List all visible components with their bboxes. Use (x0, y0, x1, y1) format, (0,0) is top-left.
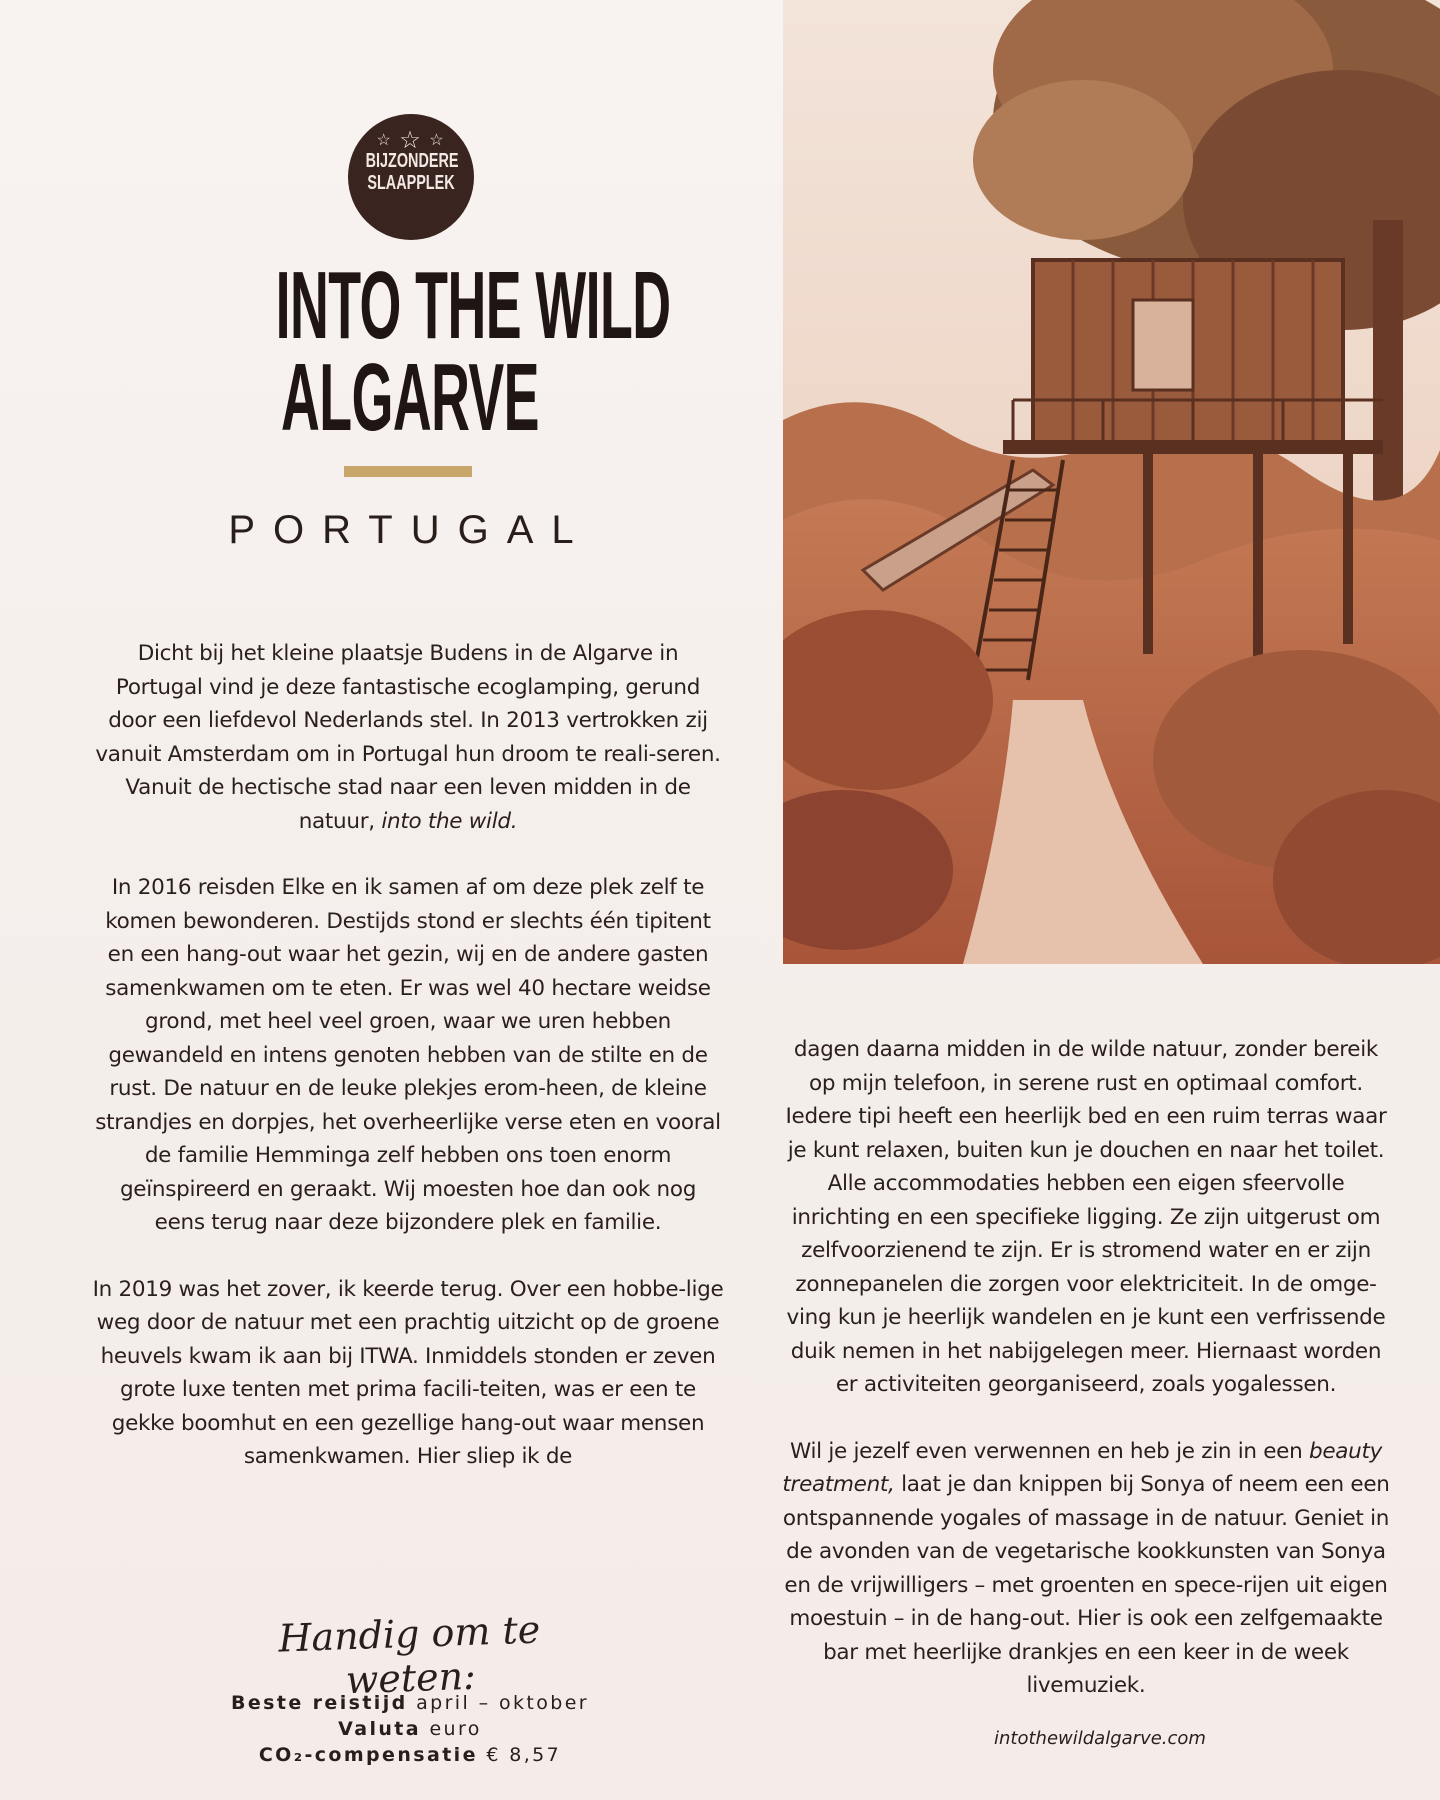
accent-rule (344, 466, 472, 477)
special-sleep-badge (348, 114, 474, 240)
paragraph: Wil je jezelf even verwennen en heb je zin in een beauty treatment, laat je dan knippen bij Sonya of neem een een ontspannende yogales of massage in de natuur. Geniet in de avonden van de vegetarische kookkunsten van Sonya en de vrijwilligers – met groenten en spece-rijen uit eigen moestuin – in de hang-out. Hier is ook een zelfgemaakte bar met heerlijke drankjes en een keer in de week livemuziek. (782, 1438, 1390, 1698)
country-label: PORTUGAL (228, 508, 592, 552)
paragraph: In 2016 reisden Elke en ik samen af om deze plek zelf te komen bewonderen. Destijds stond er slechts één tipitent en een hang-out waar het gezin, wij en de andere gasten samenkwamen om te eten. Er was wel 40 hectare weidse grond, met heel veel groen, waar we uren hebben gewandeld en intens genoten hebben van de stilte en de rust. De natuur en de leuke plekjes erom-heen, de kleine strandjes en dorpjes, het overheerlijke verse eten en vooral de familie Hemminga zelf hebben ons toen enorm geïnspireerd en geraakt. Wij moesten hoe dan ook nog eens terug naar deze bijzondere plek en familie. (95, 875, 721, 1235)
article-title (275, 252, 671, 451)
paragraph: Dicht bij het kleine plaatsje Budens in de Algarve in Portugal vind je deze fantastische ecoglamping, gerund door een liefdevol Nederlands stel. In 2013 vertrokken zij vanuit Amsterdam om in Portugal hun droom te reali-seren. Vanuit de hectische stad naar een leven midden in de natuur, into the wild. (95, 641, 721, 834)
title-line-2: ALGARVE (281, 344, 539, 451)
travel-facts (150, 1690, 670, 1768)
fact-currency: Valuta euro (338, 1718, 482, 1740)
fact-co2: CO₂-compensatie € 8,57 (258, 1744, 562, 1766)
handy-heading: Handig om te weten: (277, 1607, 541, 1703)
left-column (92, 637, 724, 1507)
paragraph: dagen daarna midden in de wilde natuur, zonder bereik op mijn telefoon, in serene rust en optimaal comfort. Iedere tipi heeft een heerlijk bed en een ruim terras waar je kunt relaxen, buiten kun je douchen en naar het toilet. Alle accommodaties hebben een eigen sfeervolle inrichting en een specifieke ligging. Ze zijn uitgerust om zelfvoorzienend te zijn. Er is stromend water en er zijn zonnepanelen die zorgen voor elektriciteit. In de omge-ving kun je heerlijk wandelen en je kunt een verfrissende duik nemen in het nabijgelegen meer. Hiernaast worden er activiteiten georganiseerd, zoals yogalessen. (785, 1037, 1387, 1397)
paragraph: In 2019 was het zover, ik keerde terug. Over een hobbe-lige weg door de natuur met een prachtig uitzicht op de groene heuvels kwam ik aan bij ITWA. Inmiddels stonden er zeven grote luxe tenten met prima facili-teiten, was er een te gekke boomhut en een gezellige hang-out waar mensen samenkwamen. Hier sliep ik de (92, 1276, 724, 1469)
treehouse-photo (783, 0, 1440, 964)
right-column (780, 1033, 1392, 1736)
badge-line-2: SLAAPPLEK (367, 172, 455, 194)
stars-icon: ☆ ☆ ☆ (376, 127, 446, 154)
fact-travel-time: Beste reistijd april – oktober (230, 1692, 590, 1714)
website-link[interactable]: intothewildalgarve.com (994, 1728, 1206, 1749)
title-line-1: INTO THE WILD (275, 252, 671, 359)
badge-line-1: BIJZONDERE (365, 150, 459, 172)
